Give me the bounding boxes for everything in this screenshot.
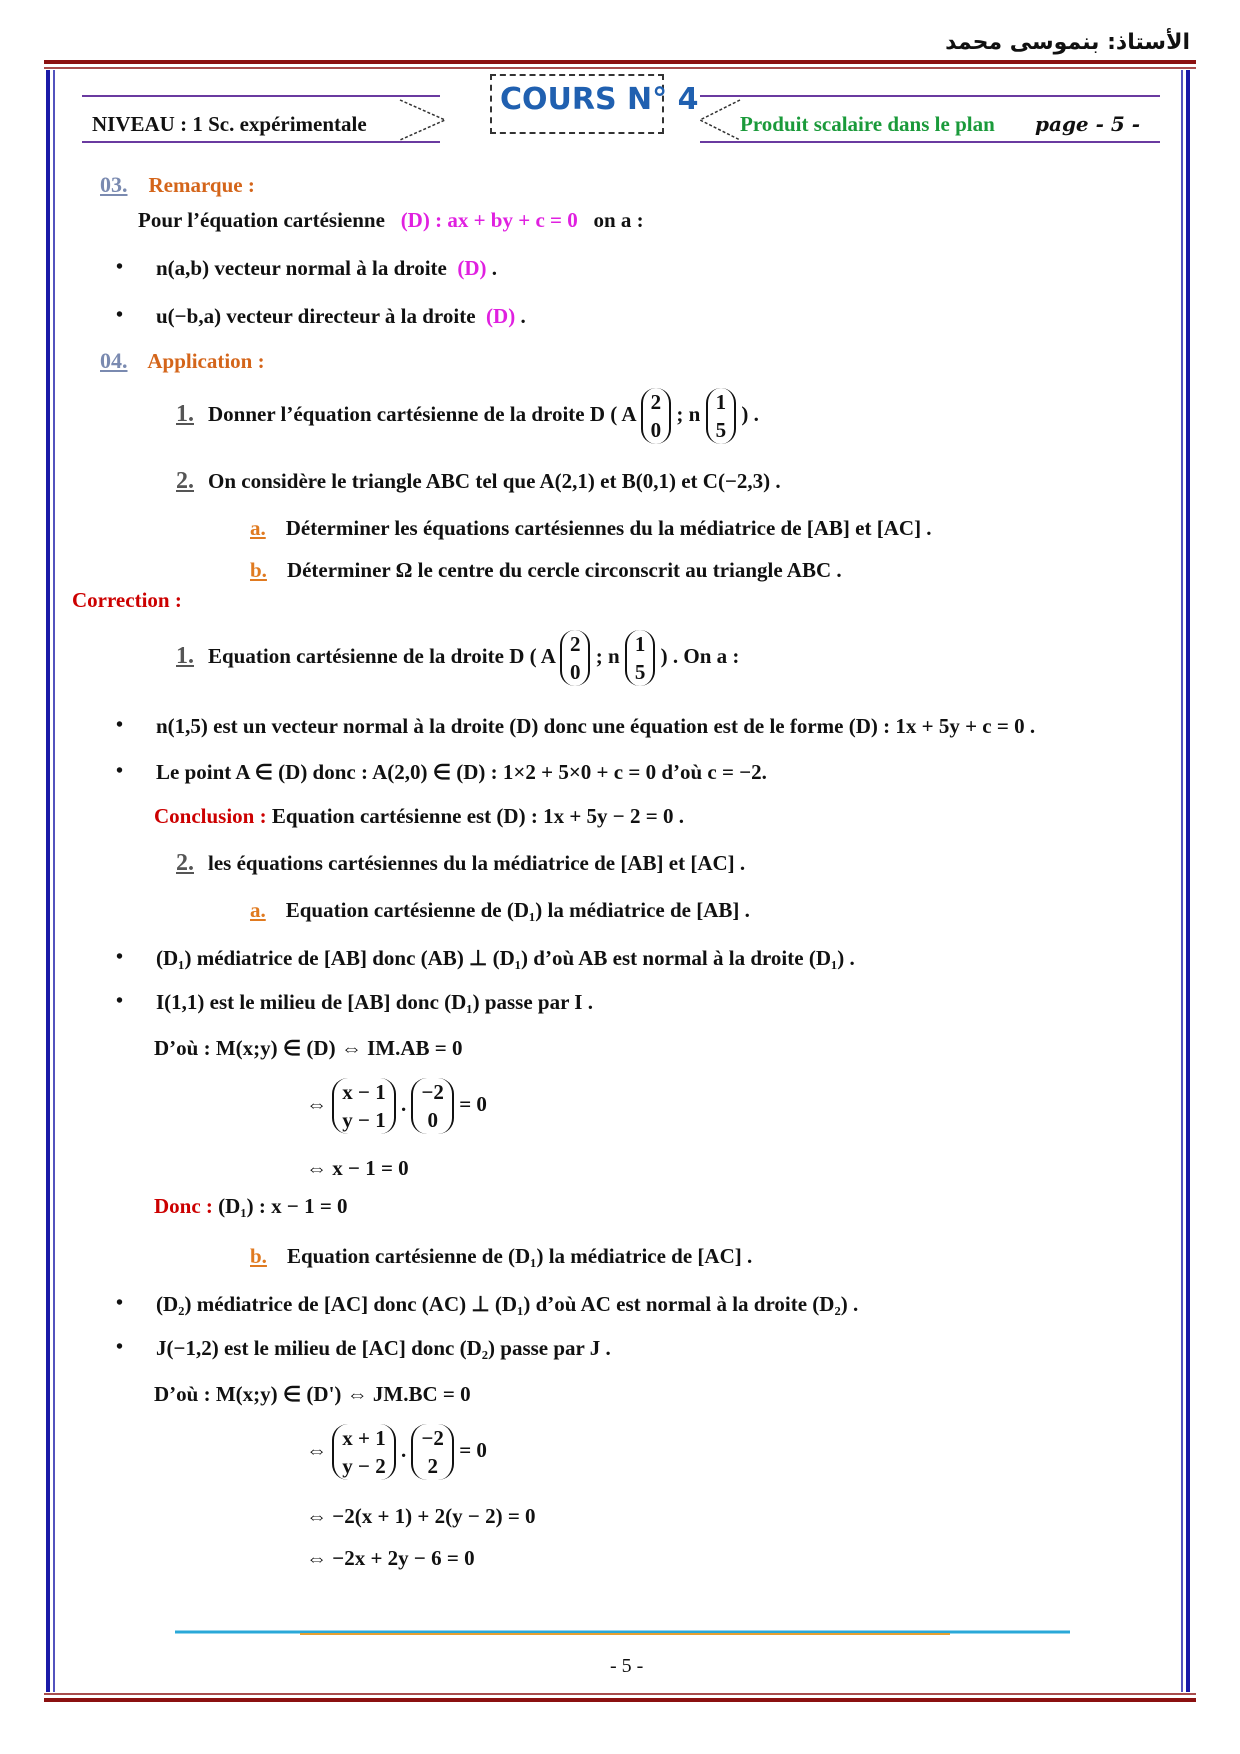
page-label: page - 5 - — [1035, 112, 1141, 136]
section-04-heading: 04. Application : — [100, 348, 265, 373]
correction-line-9: J(−1,2) est le milieu de [AC] donc (D₂) passe par J . — [156, 1336, 611, 1360]
level-label: NIVEAU : 1 Sc. expérimentale — [92, 112, 367, 136]
question-1: 1. Donner l’équation cartésienne de la droite D ( A 2 0 ; n 1 5 ) . — [176, 390, 759, 442]
remark-intro: Pour l’équation cartésienne (D) : ax + by + c = 0 on a : — [138, 208, 644, 232]
bullet: • — [116, 304, 124, 326]
correction-line-11: ⇔ x + 1 y − 2 . −2 2 = 0 — [306, 1426, 487, 1478]
correction-2a: a. Equation cartésienne de (D₁) la médiatrice de [AB] . — [250, 898, 750, 922]
bullet: • — [116, 1336, 124, 1358]
correction-label: Correction : — [72, 588, 182, 612]
chapter-title: Produit scalaire dans le plan — [740, 112, 995, 136]
correction-line-6: ⇔ x − 1 y − 1 . −2 0 = 0 — [306, 1080, 487, 1132]
bullet: • — [116, 714, 124, 736]
correction-line-12: ⇔ −2(x + 1) + 2(y − 2) = 0 — [306, 1504, 536, 1528]
remark-normal: n(a,b) vecteur normal à la droite (D) . — [156, 256, 498, 280]
cours-title: COURS N° 4 — [500, 82, 699, 117]
correction-1: 1. Equation cartésienne de la droite D ( A 2 0 ; n 1 5 ) . On a : — [176, 632, 740, 684]
section-03-heading: 03. Remarque : — [100, 172, 255, 197]
remark-director: u(−b,a) vecteur directeur à la droite (D) . — [156, 304, 526, 328]
correction-line-3: (D₁) médiatrice de [AB] donc (AB) ⊥ (D₁) d’où AB est normal à la droite (D₁) . — [156, 946, 855, 970]
donc-line: Donc : (D₁) : x − 1 = 0 — [154, 1194, 348, 1218]
author-name: الأستاذ: بنموسى محمد — [945, 30, 1190, 55]
bullet: • — [116, 760, 124, 782]
correction-line-13: ⇔ −2x + 2y − 6 = 0 — [306, 1546, 475, 1570]
question-2a: a. Déterminer les équations cartésiennes du la médiatrice de [AB] et [AC] . — [250, 516, 932, 540]
correction-line-2: Le point A ∈ (D) donc : A(2,0) ∈ (D) : 1×2 + 5×0 + c = 0 d’où c = −2. — [156, 760, 767, 784]
correction-line-1: n(1,5) est un vecteur normal à la droite (D) donc une équation est de le forme (D) : 1x + 5y + c = 0 . — [156, 714, 1036, 738]
bullet: • — [116, 256, 124, 278]
correction-line-4: I(1,1) est le milieu de [AB] donc (D₁) passe par I . — [156, 990, 593, 1014]
bullet: • — [116, 990, 124, 1012]
page-number: - 5 - — [610, 1655, 644, 1677]
bullet: • — [116, 946, 124, 968]
question-2: 2. On considère le triangle ABC tel que A(2,1) et B(0,1) et C(−2,3) . — [176, 468, 781, 494]
correction-line-8: (D₂) médiatrice de [AC] donc (AC) ⊥ (D₁) d’où AC est normal à la droite (D₂) . — [156, 1292, 859, 1316]
question-2b: b. Déterminer Ω le centre du cercle circonscrit au triangle ABC . — [250, 558, 842, 582]
correction-line-7: ⇔ x − 1 = 0 — [306, 1156, 409, 1180]
conclusion: Conclusion : Equation cartésienne est (D) : 1x + 5y − 2 = 0 . — [154, 804, 684, 828]
correction-2: 2. les équations cartésiennes du la médiatrice de [AB] et [AC] . — [176, 850, 746, 876]
bullet: • — [116, 1292, 124, 1314]
correction-2b: b. Equation cartésienne de (D₁) la médiatrice de [AC] . — [250, 1244, 753, 1268]
correction-line-5: D’où : M(x;y) ∈ (D) ⇔ IM.AB = 0 — [154, 1036, 463, 1060]
correction-line-10: D’où : M(x;y) ∈ (D') ⇔ JM.BC = 0 — [154, 1382, 471, 1406]
